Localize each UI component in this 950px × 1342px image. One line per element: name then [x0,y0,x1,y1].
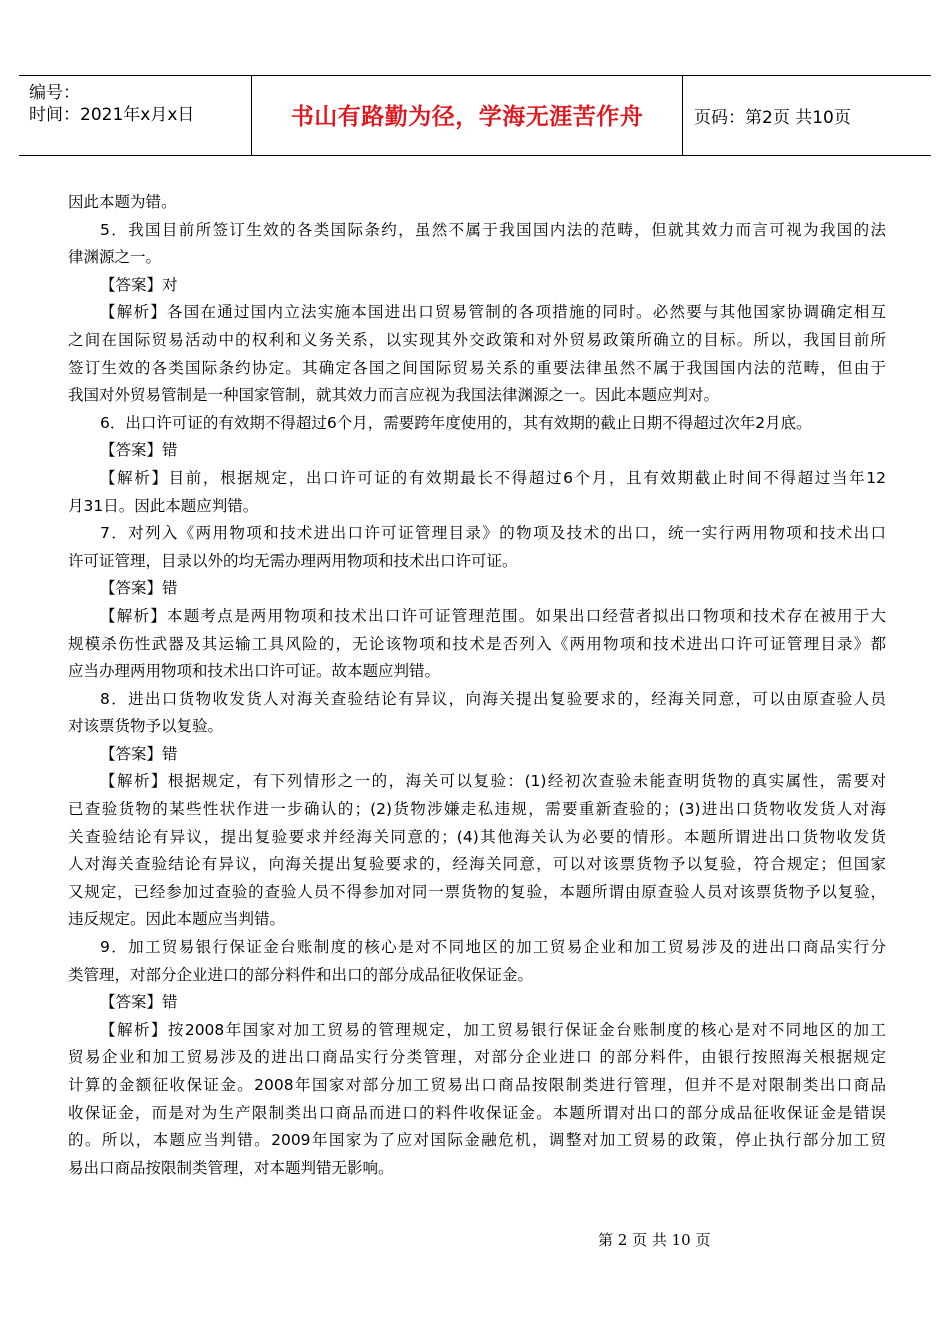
question-8-line-2: 对该票货物予以复验。 [68,717,224,736]
analysis-8-line-2: 已查验货物的某些性状作进一步确认的；(2)货物涉嫌走私违规，需要重新查验的；(3)进出口货物收发货人对海 [68,800,886,819]
question-7-line-2: 许可证管理，目录以外的均无需办理两用物项和技术出口许可证。 [68,551,518,570]
question-9-line-2: 类管理，对部分企业进口的部分料件和出口的部分成品征收保证金。 [68,965,534,984]
answer-7: 【答案】错 [100,579,178,598]
analysis-6-line-2: 月31日。因此本题应判错。 [68,496,259,515]
question-5-line-1: 5．我国目前所签订生效的各类国际条约，虽然不属于我国国内法的范畴，但就其效力而言可视为我国的法 [100,220,886,239]
analysis-8-line-4: 人对海关查验结论有异议，向海关提出复验要求的，经海关同意，可以对该票货物予以复验，符合规定；但国家 [68,855,886,874]
analysis-8-line-3: 关查验结论有异议，提出复验要求并经海关同意的；(4)其他海关认为必要的情形。本题所谓进出口货物收发货 [68,827,886,846]
analysis-8-line-5: 又规定，已经参加过查验的查验人员不得参加对同一票货物的复验，本题所谓由原查验人员对该票货物予以复验， [68,882,886,901]
header-page-cell [683,76,931,155]
header-page-number: 页码：第2页 共10页 [694,108,851,128]
analysis-8-line-6: 违反规定。因此本题应当判错。 [68,910,286,929]
question-8-line-1: 8．进出口货物收发货人对海关查验结论有异议，向海关提出复验要求的，经海关同意，可以由原查验人员 [100,689,886,708]
analysis-5-line-2: 之间在国际贸易活动中的权利和义务关系，以实现其外交政策和对外贸易政策所确立的目标。所以，我国目前所 [68,330,886,349]
analysis-5-line-3: 签订生效的各类国际条约协定。其确定各国之间国际贸易关系的重要法律虽然不属于我国国内法的范畴，但由于 [68,358,886,377]
analysis-6-line-1: 【解析】目前，根据规定，出口许可证的有效期最长不得超过6个月，且有效期截止时间不得超过当年12 [100,468,886,487]
analysis-5-line-1: 【解析】各国在通过国内立法实施本国进出口贸易管制的各项措施的同时。必然要与其他国家协调确定相互 [100,303,886,322]
answer-8: 【答案】错 [100,744,178,763]
answer-5: 【答案】对 [100,275,178,294]
analysis-9-line-6: 易出口商品按限制类管理，对本题判错无影响。 [68,1158,394,1177]
question-5-line-2: 律渊源之一。 [68,248,162,267]
analysis-9-line-1: 【解析】按2008年国家对加工贸易的管理规定，加工贸易银行保证金台账制度的核心是对不同地区的加工 [100,1020,886,1039]
question-7-line-1: 7．对列入《两用物项和技术进出口许可证管理目录》的物项及技术的出口，统一实行两用物项和技术出口 [100,524,886,543]
document-body [68,189,886,1182]
analysis-5-line-4: 我国对外贸易管制是一种国家管制，就其效力而言应视为我国法律渊源之一。因此本题应判对。 [68,386,720,405]
answer-6: 【答案】错 [100,441,178,460]
header-motto: 书山有路勤为径，学海无涯苦作舟 [290,104,644,130]
analysis-7-line-1: 【解析】本题考点是两用物项和技术出口许可证管理范围。如果出口经营者拟出口物项和技术存在被用于大 [100,606,886,625]
answer-9: 【答案】错 [100,993,178,1012]
document-date: 时间：2021年x月x日 [29,105,195,125]
text-line: 因此本题为错。 [68,193,177,211]
document-number: 编号： [29,83,80,103]
page-footer: 第 2 页 共 10 页 [598,1231,711,1249]
page-header [19,75,931,156]
header-motto-cell [252,76,683,155]
question-6-line-1: 6．出口许可证的有效期不得超过6个月，需要跨年度使用的，其有效期的截止日期不得超过次年2月底。 [100,413,812,432]
header-info-cell [19,76,252,155]
analysis-7-line-2: 规模杀伤性武器及其运输工具风险的，无论该物项和技术是否列入《两用物项和技术进出口许可证管理目录》都 [68,634,886,653]
analysis-7-line-3: 应当办理两用物项和技术出口许可证。故本题应判错。 [68,662,441,681]
analysis-9-line-5: 的。所以，本题应当判错。2009年国家为了应对国际金融危机，调整对加工贸易的政策，停止执行部分加工贸 [68,1131,886,1150]
analysis-9-line-2: 贸易企业和加工贸易涉及的进出口商品实行分类管理，对部分企业进口 的部分料件，由银行按照海关根据规定 [68,1048,886,1067]
analysis-9-line-3: 计算的金额征收保证金。2008年国家对部分加工贸易出口商品按限制类进行管理，但并不是对限制类出口商品 [68,1076,886,1094]
analysis-9-line-4: 收保证金，而是对为生产限制类出口商品而进口的料件收保证金。本题所谓对出口的部分成品征收保证金是错误 [68,1103,886,1122]
question-9-line-1: 9．加工贸易银行保证金台账制度的核心是对不同地区的加工贸易企业和加工贸易涉及的进出口商品实行分 [100,938,886,957]
analysis-8-line-1: 【解析】根据规定，有下列情形之一的，海关可以复验：(1)经初次查验未能查明货物的真实属性，需要对 [100,772,886,791]
